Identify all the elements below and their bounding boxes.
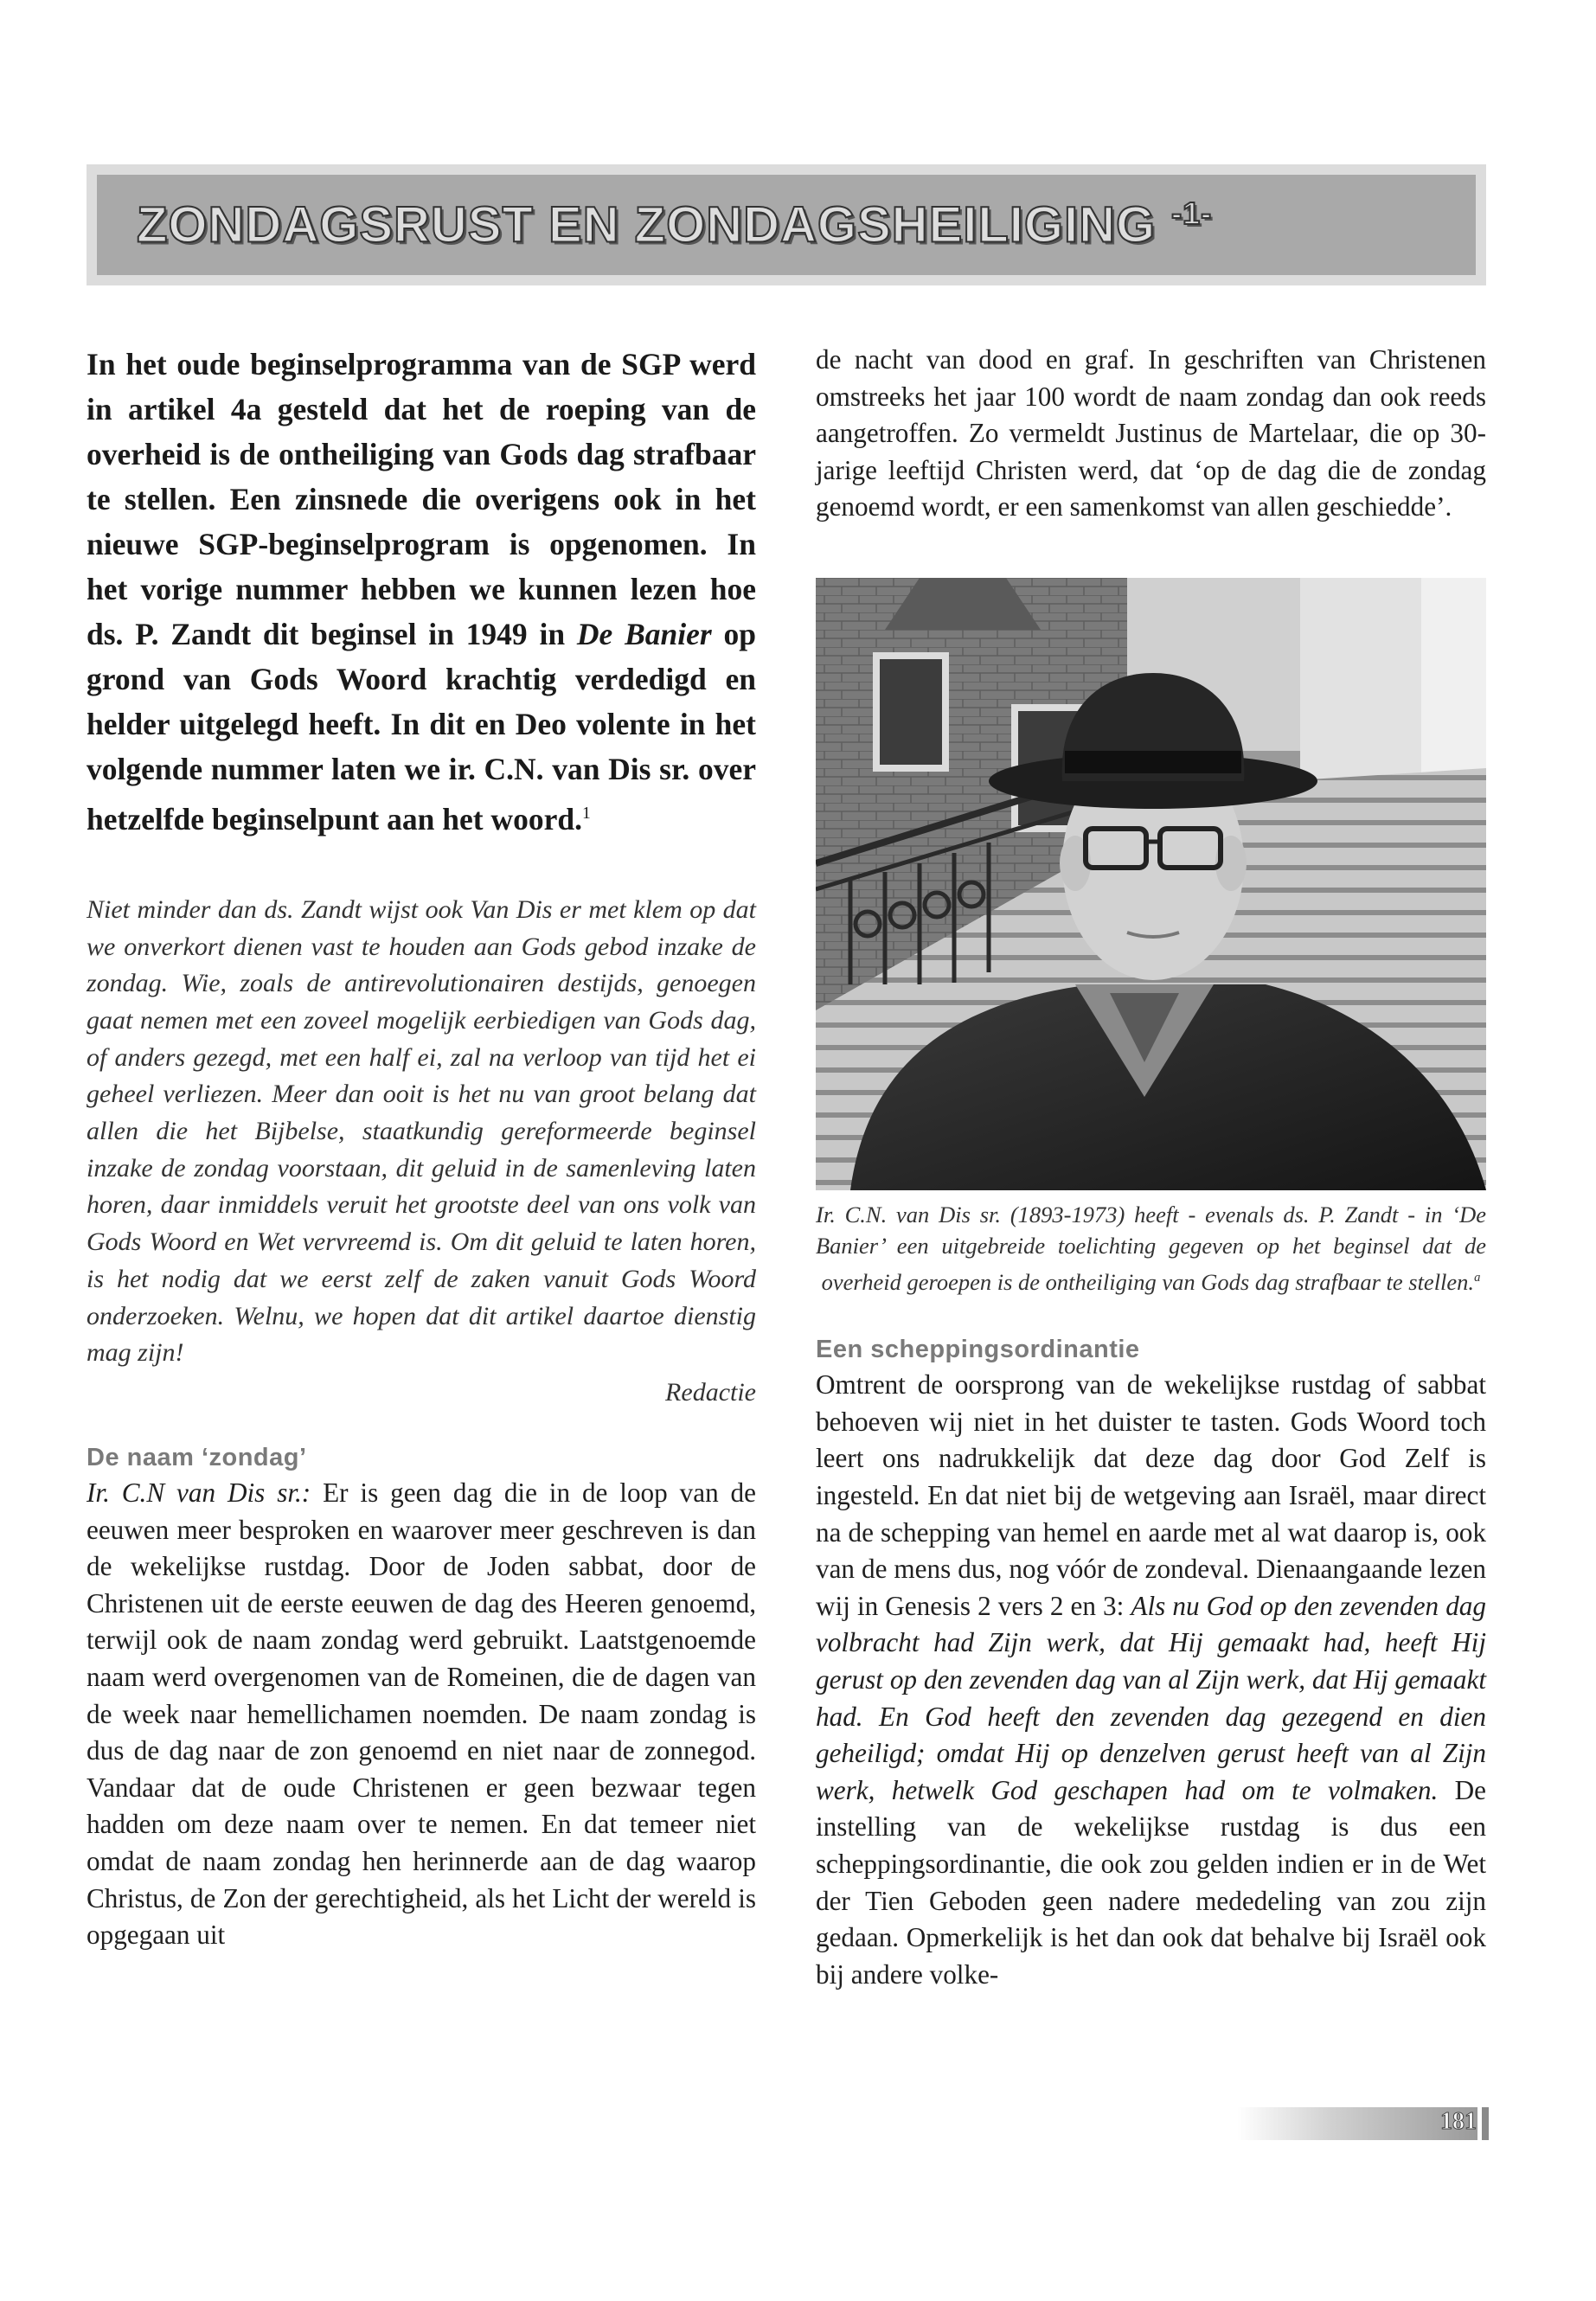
page-number: 181: [1440, 2108, 1477, 2135]
section-heading-scheppingsordinantie: Een scheppingsordinantie: [816, 1336, 1140, 1364]
photo-caption: Ir. C.N. van Dis sr. (1893-1973) heeft - evenals ds. P. Zandt - in ‘De Banier’ een uitgebreide toelichting gegeven op het beginsel dat de overheid geroepen is de ontheiliging van Gods dag strafbaar te stellen.$^a$: [816, 1201, 1486, 1295]
left-column: [87, 342, 756, 1954]
caption-note-marker: a: [1474, 1270, 1481, 1285]
section-scheppingsordinantie-text: Omtrent de oorsprong van de wekelijkse rustdag of sabbat behoeven wij niet in het duister te tasten. Gods Woord toch leert ons nadrukkelijk dat deze dag door God Zelf is ingesteld. En dat niet bij de wetgeving aan Israël, maar direct na de schepping van hemel en aarde met al wat daarop is, ook van de mens dus, nog vóór de zondeval. Dienaangaande lezen wij in Genesis 2 vers 2 en 3: Als nu God op den zevenden dag volbracht had Zijn werk, dat Hij gemaakt had, heeft Hij gerust op den zevenden dag van al Zijn werk, dat Hij gemaakt had. En God heeft den zevenden dag gezegend en dien geheiligd; omdat Hij op denzelven gerust heeft van al Zijn werk, hetwelk God geschapen had om te volmaken. De instelling van de wekelijkse rustdag is dus een scheppingsordinantie, die ook zou gelden indien er in de Wet der Tien Geboden geen nadere mededeling van zou zijn gedaan. Opmerkelijk is het dan ook dat behalve bij Israël ook bij andere volke-: [816, 1369, 1486, 1990]
footnote-marker: 1: [581, 804, 591, 823]
intro-paragraph: In het oude beginselprogramma van de SGP werd in artikel 4a gesteld dat het de roeping van de overheid is de ontheiliging van Gods dag strafbaar te stellen. Een zinsnede die overigens ook in het nieuwe SGP-beginselprogram is opgenomen. In het vorige nummer hebben we kunnen lezen hoe ds. P. Zandt dit beginsel in 1949 in De Banier op grond van Gods Woord krachtig verdedigd en helder uitgelegd heeft. In dit en Deo volente in het volgende nummer laten we ir. C.N. van Dis sr. over hetzelfde beginselpunt aan het woord.$^1$: [87, 347, 757, 836]
page-edge-marker: [1482, 2107, 1489, 2140]
section-naam-zondag-text: Ir. C.N van Dis sr.: Er is geen dag die in de loop van de eeuwen meer besproken en waarover meer geschreven is dan de wekelijkse rustdag. Door de Joden sabbat, door de Christenen uit de eerste eeuwen de dag des Heeren genoemd, terwijl ook de naam zondag werd gebruikt. Laatstgenoemde naam werd overgenomen van de Romeinen, die de dagen van de week naar hemellichamen noemden. De naam zondag is dus de dag naar de zon genoemd en niet naar de zonnegod. Vandaar dat de oude Christenen er geen bezwaar tegen hadden om deze naam over te nemen. En dat temeer niet omdat de naam zondag hen herinnerde aan de dag waarop Christus, de Zon der gerechtigheid, als het Licht der wereld is opgegaan uit: [87, 1477, 756, 1951]
section-heading-naam-zondag: De naam ‘zondag’: [87, 1443, 307, 1471]
article-part-number: -1-: [1171, 195, 1213, 232]
title-banner: [87, 164, 1486, 285]
right-column: [816, 342, 1486, 1993]
editorial-signature: Redactie: [665, 1377, 756, 1407]
title-banner-inner: [97, 175, 1476, 275]
editorial-note: Niet minder dan ds. Zandt wijst ook Van Dis er met klem op dat we onverkort dienen vast te houden aan Gods gebod inzake de zondag. Wie, zoals de antirevolutionairen destijds, genoegen gaat nemen met een zoveel mogelijk eerbiedigen van Gods dag, of anders gezegd, met een half ei, zal na verloop van tijd het ei geheel verliezen. Meer dan ooit is het nu van groot belang dat allen die het Bijbelse, staatkundig gereformeerde beginsel inzake de zondag voorstaan, dit geluid in de samenleving laten horen, daar inmiddels veruit het grootste deel van ons volk van Gods Woord en Wet vervreemd is. Om dit geluid te laten horen, is het nodig dat we eerst zelf de zaken vanuit Gods Woord onderzoeken. Welnu, we hopen dat dit artikel daartoe dienstig mag zijn!: [87, 894, 756, 1368]
article-title: ZONDAGSRUST EN ZONDAGSHEILIGING $^{-1-}$: [137, 195, 1213, 253]
section-naam-zondag-continued: de nacht van dood en graf. In geschriften van Christenen omstreeks het jaar 100 wordt de naam zondag dan ook reeds aangetroffen. Zo vermeldt Justinus de Martelaar, die op 30-jarige leeftijd Christen werd, dat ‘op de dag die de zondag genoemd wordt, er een samenkomst van allen geschiedde’.: [816, 344, 1486, 522]
portrait-photo: [816, 578, 1486, 1190]
